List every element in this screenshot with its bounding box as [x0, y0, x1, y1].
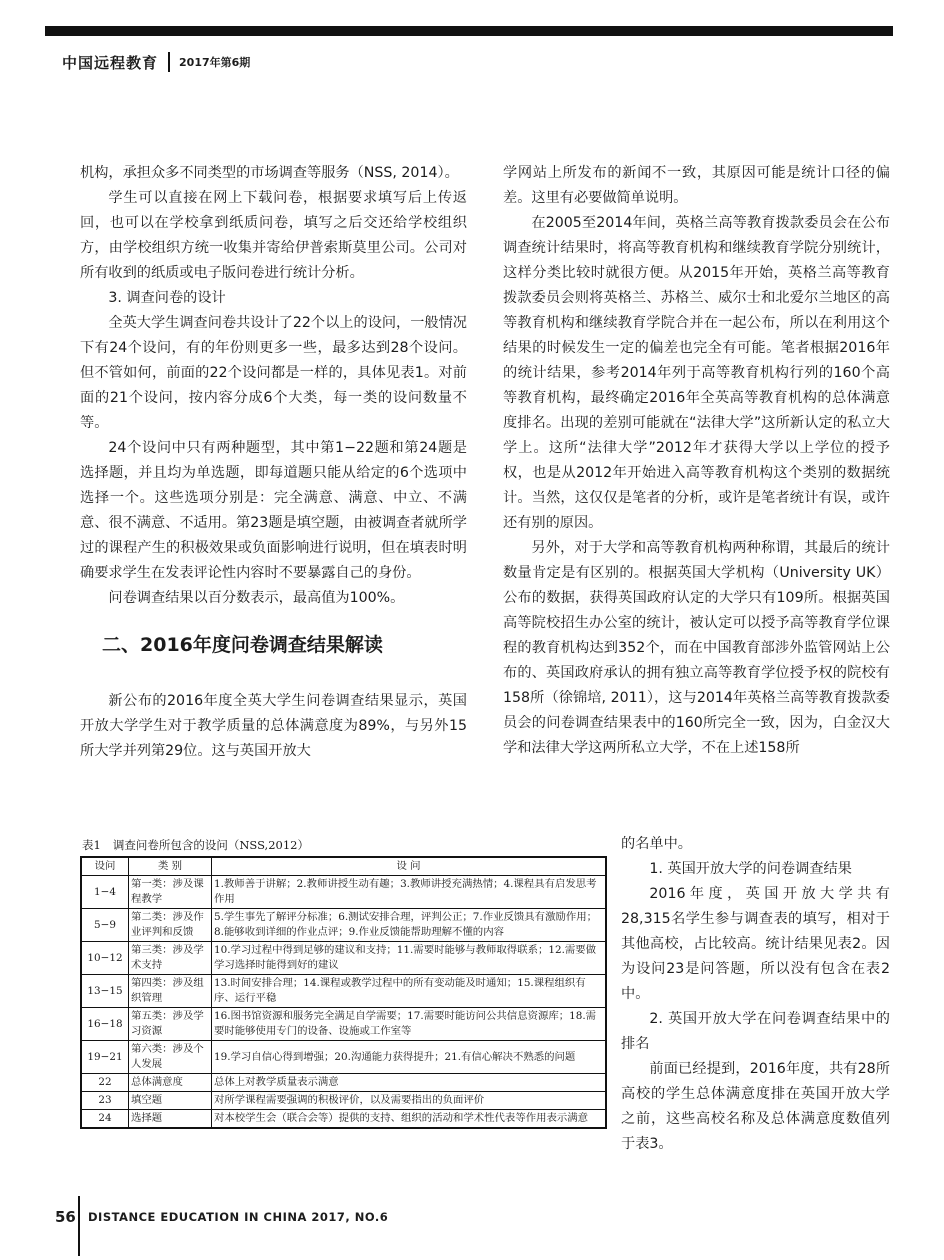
table-row: [81, 1110, 606, 1129]
cell-category: 第二类：涉及作业评判和反馈: [129, 909, 212, 942]
journal-title: 中国远程教育: [62, 53, 159, 72]
cell-category: 第四类：涉及组织管理: [129, 975, 212, 1008]
paragraph: 的名单中。: [621, 836, 692, 852]
cell-questions: 5.学生事先了解评分标准；6.测试安排合理，评判公正；7.作业反馈具有激励作用；8.能够收到详细的作业点评；9.作业反馈能帮助理解不懂的内容: [212, 909, 607, 942]
header-divider: [168, 52, 170, 72]
paragraph: 新公布的2016年度全英大学生问卷调查结果显示，英国开放大学学生对于教学质量的总体满意度为89%，与另外15所大学并列第29位。这与英国开放大: [80, 693, 467, 759]
table-row: [81, 1092, 606, 1110]
cell-range: 22: [81, 1074, 129, 1092]
subheading: 1. 英国开放大学的问卷调查结果: [649, 861, 852, 877]
header-rule: [45, 26, 893, 36]
column-header-category: 类 别: [129, 857, 212, 876]
cell-category: 第三类：涉及学术支持: [129, 942, 212, 975]
paragraph: 另外，对于大学和高等教育机构两种称谓，其最后的统计数量肯定是有区别的。根据英国大学机构（University UK）公布的数据，获得英国政府认定的大学只有109所。根据英国高等院校招生办公室的统计，被认定可以授予高等教育学位课程的教育机构达到352个，而在中国教育部涉外监管网站上公布的、英国政府承认的拥有独立高等教育学位授予权的院校有158所（徐锦培, 2011），这与2014年英格兰高等教育拨款委员会的问卷调查结果表中的160所完全一致，因为，白金汉大学和法律大学这两所私立大学，不在上述158所: [503, 540, 890, 756]
cell-questions: 总体上对教学质量表示满意: [212, 1074, 607, 1092]
paragraph: 2016年度，英国开放大学共有28,315名学生参与调查表的填写，相对于其他高校，占比较高。统计结果见表2。因为设问23是问答题，所以没有包含在表2中。: [621, 886, 890, 1002]
cell-range: 19−21: [81, 1041, 129, 1074]
cell-questions: 19.学习自信心得到增强；20.沟通能力获得提升；21.有信心解决不熟悉的问题: [212, 1041, 607, 1074]
cell-questions: 对所学课程需要强调的积极评价，以及需要指出的负面评价: [212, 1092, 607, 1110]
cell-range: 13−15: [81, 975, 129, 1008]
table-title: 调查问卷所包含的设问（NSS,2012）: [112, 838, 309, 852]
table-row: [81, 909, 606, 942]
column-header-question: 设 问: [212, 857, 607, 876]
footer-journal-name: DISTANCE EDUCATION IN CHINA 2017, NO.6: [88, 1210, 389, 1224]
section-heading: 二、2016年度问卷调查结果解读: [102, 634, 383, 656]
page-footer: [55, 1208, 76, 1226]
cell-category: 第六类：涉及个人发展: [129, 1041, 212, 1074]
cell-range: 5−9: [81, 909, 129, 942]
paragraph: 全英大学生调查问卷共设计了22个以上的设问，一般情况下有24个设问，有的年份则更多一些，最多达到28个设问。但不管如何，前面的22个设问都是一样的，具体见表1。对前面的21个设问，按内容分成6个大类，每一类的设问数量不等。: [80, 315, 467, 431]
cell-questions: 对本校学生会（联合会等）提供的支持、组织的活动和学术性代表等作用表示满意: [212, 1110, 607, 1129]
cell-category: 选择题: [129, 1110, 212, 1129]
cell-category: 第一类：涉及课程教学: [129, 876, 212, 909]
narrow-column: [621, 832, 890, 1157]
table-number: 表1: [82, 838, 101, 852]
cell-questions: 10.学习过程中得到足够的建议和支持；11.需要时能够与教师取得联系；12.需要做学习选择时能得到好的建议: [212, 942, 607, 975]
table-caption: [82, 837, 309, 853]
cell-questions: 1.教师善于讲解；2.教师讲授生动有趣；3.教师讲授充满热情；4.课程具有启发思考作用: [212, 876, 607, 909]
paragraph: 学网站上所发布的新闻不一致，其原因可能是统计口径的偏差。这里有必要做简单说明。: [503, 165, 890, 206]
cell-questions: 16.图书馆资源和服务完全满足自学需要；17.需要时能访问公共信息资源库；18.需要时能够使用专门的设备、设施或工作室等: [212, 1008, 607, 1041]
cell-category: 第五类：涉及学习资源: [129, 1008, 212, 1041]
table-row: [81, 1041, 606, 1074]
left-column: [80, 161, 467, 764]
subheading: 2. 英国开放大学在问卷调查结果中的排名: [621, 1011, 890, 1052]
table-row: [81, 975, 606, 1008]
page-number: 56: [55, 1208, 76, 1226]
issue-label: 2017年第6期: [179, 56, 251, 69]
table-row: [81, 876, 606, 909]
running-header: [62, 50, 250, 74]
right-column: [503, 161, 890, 761]
footer-divider: [78, 1196, 80, 1256]
cell-range: 1−4: [81, 876, 129, 909]
subheading: 3. 调查问卷的设计: [108, 290, 226, 306]
table-row: [81, 1074, 606, 1092]
paragraph: 机构，承担众多不同类型的市场调查等服务（NSS, 2014）。: [80, 165, 459, 181]
paragraph: 学生可以直接在网上下载问卷，根据要求填写后上传返回，也可以在学校拿到纸质问卷，填写之后交还给学校组织方，由学校组织方统一收集并寄给伊普索斯莫里公司。公司对所有收到的纸质或电子版问卷进行统计分析。: [80, 190, 467, 281]
cell-range: 24: [81, 1110, 129, 1129]
survey-questions-table: [80, 856, 607, 1129]
cell-range: 10−12: [81, 942, 129, 975]
cell-category: 总体满意度: [129, 1074, 212, 1092]
cell-questions: 13.时间安排合理；14.课程或教学过程中的所有变动能及时通知；15.课程组织有序、运行平稳: [212, 975, 607, 1008]
paragraph: 24个设问中只有两种题型，其中第1−22题和第24题是选择题，并且均为单选题，即每道题只能从给定的6个选项中选择一个。这些选项分别是：完全满意、满意、中立、不满意、很不满意、不适用。第23题是填空题，由被调查者就所学过的课程产生的积极效果或负面影响进行说明，但在填表时明确要求学生在发表评论性内容时不要暴露自己的身份。: [80, 440, 467, 581]
table-row: [81, 1008, 606, 1041]
paragraph: 前面已经提到，2016年度，共有28所高校的学生总体满意度排在英国开放大学之前，这些高校名称及总体满意度数值列于表3。: [621, 1061, 890, 1152]
cell-category: 填空题: [129, 1092, 212, 1110]
cell-range: 16−18: [81, 1008, 129, 1041]
table-header-row: [81, 857, 606, 876]
table-row: [81, 942, 606, 975]
paragraph: 问卷调查结果以百分数表示，最高值为100%。: [108, 590, 405, 606]
cell-range: 23: [81, 1092, 129, 1110]
section-spacer: [80, 659, 467, 689]
column-header-question-no: 设问: [81, 857, 129, 876]
paragraph: 在2005至2014年间，英格兰高等教育拨款委员会在公布调查统计结果时，将高等教育机构和继续教育学院分别统计，这样分类比较时就很方便。从2015年开始，英格兰高等教育拨款委员会则将英格兰、苏格兰、威尔士和北爱尔兰地区的高等教育机构和继续教育学院合并在一起公布，所以在利用这个结果的时候发生一定的偏差也完全有可能。笔者根据2016年的统计结果，参考2014年列于高等教育机构行列的160个高等教育机构，最终确定2016年全英高等教育机构的总体满意度排名。出现的差别可能就在“法律大学”这所新认定的私立大学上。这所“法律大学”2012年才获得大学以上学位的授予权，也是从2012年开始进入高等教育机构这个类别的数据统计。当然，这仅仅是笔者的分析，或许是笔者统计有误，或许还有别的原因。: [503, 215, 890, 531]
